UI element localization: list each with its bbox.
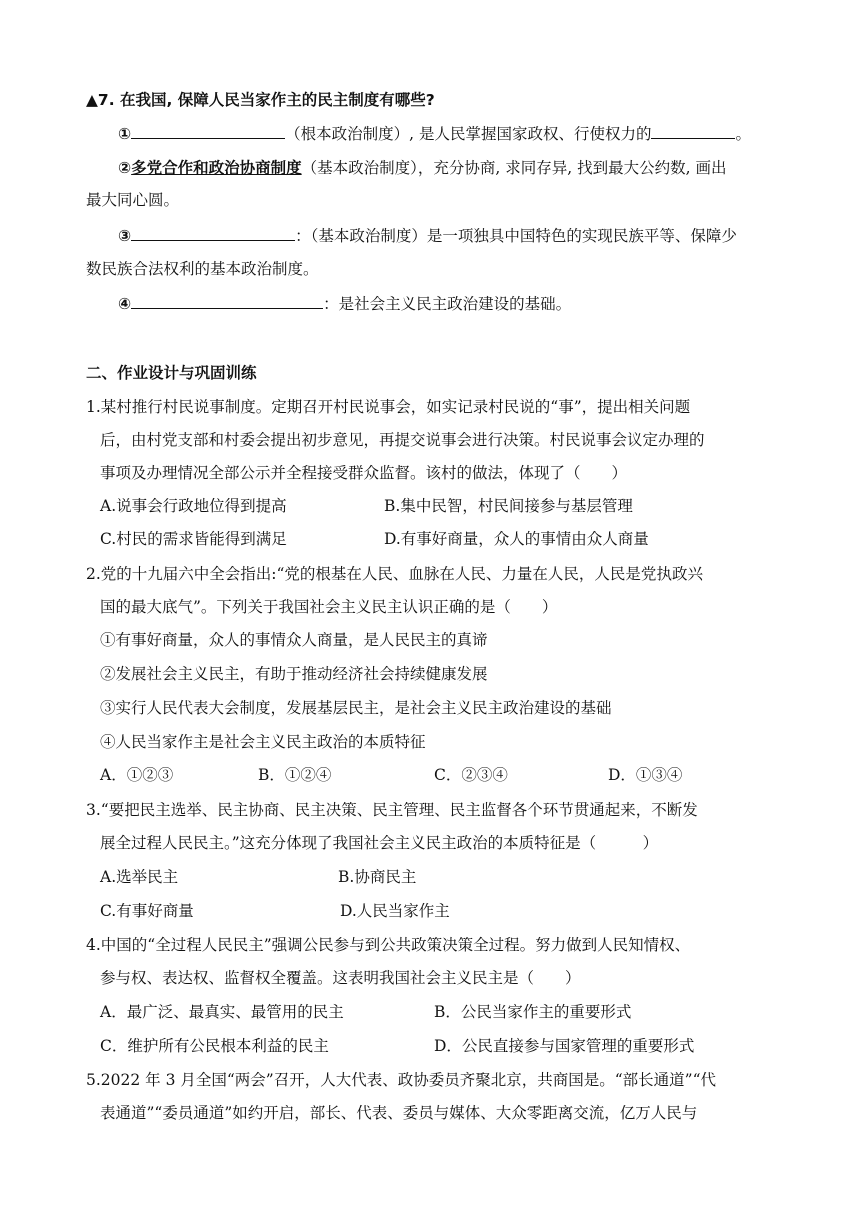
q7-item-2 [118,157,726,179]
q7-item-2-text: （基本政治制度），充分协商, 求同存异, 找到最大公约数, 画出 [301,159,727,177]
q7-item-2-cont: 最大同心圆。 [86,191,180,209]
q4-option-c[interactable]: C．维护所有公民根本利益的民主 [100,1037,329,1055]
q1-option-c[interactable]: C.村民的需求皆能得到满足 [100,530,287,548]
q3-line-1: 3.“要把民主选举、民主协商、民主决策、民主管理、民主监督各个环节贯通起来，不断发 [86,801,698,819]
q1-option-d[interactable]: D.有事好商量，众人的事情由众人商量 [384,530,649,548]
q3-option-a[interactable]: A.选举民主 [100,868,179,886]
q7-item-3-number: ③ [118,227,132,245]
answer-blank[interactable] [131,225,295,241]
q2-statement-4: ④人民当家作主是社会主义民主政治的本质特征 [100,733,426,751]
q2-option-c[interactable]: C．②③④ [434,766,508,784]
q2-option-d[interactable]: D．①③④ [608,766,683,784]
q7-item-3-text: ：（基本政治制度）是一项独具中国特色的实现民族平等、保障少 [295,227,737,245]
q1-option-a[interactable]: A.说事会行政地位得到提高 [100,497,287,515]
q5-line-1: 5.2022 年 3 月全国“两会”召开，人大代表、政协委员齐聚北京，共商国是。“部长通道”“代 [86,1071,717,1089]
section-heading: 二、作业设计与巩固训练 [86,364,257,382]
q1-line-1: 1.某村推行村民说事制度。定期召开村民说事会，如实记录村民说的“事”，提出相关问题 [86,398,691,416]
q3-option-c[interactable]: C.有事好商量 [100,902,194,920]
q4-option-d[interactable]: D．公民直接参与国家管理的重要形式 [434,1037,695,1055]
q3-line-2: 展全过程人民民主。”这充分体现了我国社会主义民主政治的本质特征是（ ） [100,834,659,852]
q7-item-3 [118,225,737,247]
q2-statement-1: ①有事好商量，众人的事情众人商量，是人民民主的真谛 [100,631,488,649]
answer-blank[interactable] [651,123,735,139]
q4-option-a[interactable]: A．最广泛、最真实、最管用的民主 [100,1003,344,1021]
q7-title: ▲7. 在我国, 保障人民当家作主的民主制度有哪些? [86,91,435,109]
q4-option-b[interactable]: B．公民当家作主的重要形式 [434,1003,632,1021]
q1-option-b[interactable]: B.集中民智，村民间接参与基层管理 [384,497,633,515]
q2-option-b[interactable]: B．①②④ [258,766,332,784]
q4-line-2: 参与权、表达权、监督权全覆盖。这表明我国社会主义民主是（ ） [100,969,581,987]
q7-item-1-number: ① [118,125,132,143]
q1-line-2: 后，由村党支部和村委会提出初步意见，再提交说事会进行决策。村民说事会议定办理的 [100,431,705,449]
q7-item-1-end: 。 [735,125,751,143]
q2-line-2: 国的最大底气”。下列关于我国社会主义民主认识正确的是（ ） [100,598,558,616]
q2-line-1: 2.党的十九届六中全会指出:“党的根基在人民、血脉在人民、力量在人民，人民是党执政兴 [86,565,703,583]
q7-item-4-number: ④ [118,295,132,313]
q7-item-4-text: ：是社会主义民主政治建设的基础。 [323,295,572,313]
q7-item-1 [118,123,751,145]
q7-item-2-answer: 多党合作和政治协商制度 [131,159,302,177]
q3-option-d[interactable]: D.人民当家作主 [340,902,450,920]
q3-option-b[interactable]: B.协商民主 [338,868,417,886]
answer-blank[interactable] [131,123,285,139]
q4-line-1: 4.中国的“全过程人民民主”强调公民参与到公共政策决策全过程。努力做到人民知情权、 [86,936,691,954]
q5-line-2: 表通道”“委员通道”如约开启，部长、代表、委员与媒体、大众零距离交流，亿万人民与 [100,1104,698,1122]
q7-item-3-cont: 数民族合法权利的基本政治制度。 [86,260,319,278]
q2-statement-2: ②发展社会主义民主，有助于推动经济社会持续健康发展 [100,665,488,683]
q2-statement-3: ③实行人民代表大会制度，发展基层民主，是社会主义民主政治建设的基础 [100,699,612,717]
q2-option-a[interactable]: A．①②③ [100,766,174,784]
answer-blank[interactable] [131,293,323,309]
q7-item-1-text: （根本政治制度）, 是人民掌握国家政权、行使权力的 [285,125,652,143]
q7-item-4 [118,293,571,315]
q7-item-2-number: ② [118,159,132,177]
q1-line-3: 事项及办理情况全部公示并全程接受群众监督。该村的做法，体现了（ ） [100,464,628,482]
